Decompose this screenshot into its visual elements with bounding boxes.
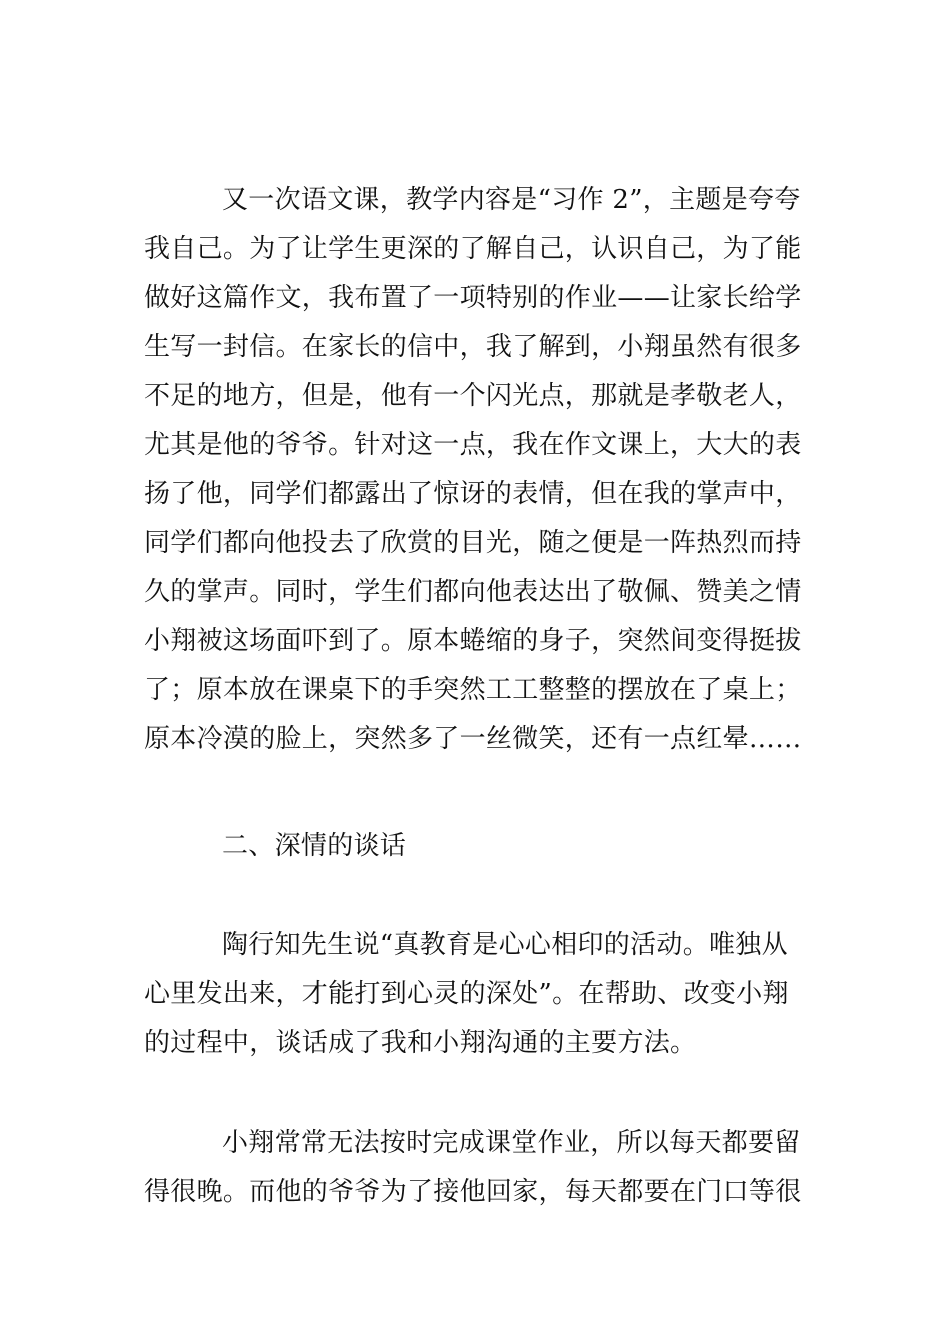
paragraph-line: 又一次语文课，教学内容是“习作 2”，主题是夸夸 xyxy=(222,185,801,215)
paragraph-line: 了；原本放在课桌下的手突然工工整整的摆放在了桌上； xyxy=(144,675,802,705)
paragraph-line: 小翔被这场面吓到了。原本蜷缩的身子，突然间变得挺拔 xyxy=(144,626,802,656)
paragraph-line: 同学们都向他投去了欣赏的目光，随之便是一阵热烈而持 xyxy=(144,528,802,558)
paragraph-line: 心里发出来，才能打到心灵的深处”。在帮助、改变小翔 xyxy=(144,979,789,1009)
paragraph-line: 扬了他，同学们都露出了惊讶的表情，但在我的掌声中， xyxy=(144,479,802,509)
paragraph-line: 不足的地方，但是，他有一个闪光点，那就是孝敬老人， xyxy=(144,381,802,411)
paragraph-line: 的过程中，谈话成了我和小翔沟通的主要方法。 xyxy=(144,1028,697,1058)
paragraph-line: 原本冷漠的脸上，突然多了一丝微笑，还有一点红晕…… xyxy=(144,724,802,754)
paragraph-line: 小翔常常无法按时完成课堂作业，所以每天都要留 xyxy=(222,1128,801,1158)
paragraph-line: 尤其是他的爷爷。针对这一点，我在作文课上，大大的表 xyxy=(144,430,802,460)
section-heading: 二、深情的谈话 xyxy=(222,831,407,861)
paragraph-line: 我自己。为了让学生更深的了解自己，认识自己，为了能 xyxy=(144,234,802,264)
paragraph-line: 久的掌声。同时，学生们都向他表达出了敬佩、赞美之情 xyxy=(144,577,802,607)
paragraph-line: 陶行知先生说“真教育是心心相印的活动。唯独从 xyxy=(222,930,788,960)
paragraph-line: 做好这篇作文，我布置了一项特别的作业——让家长给学 xyxy=(144,283,802,313)
paragraph-line: 得很晚。而他的爷爷为了接他回家，每天都要在门口等很 xyxy=(144,1177,802,1207)
paragraph-line: 生写一封信。在家长的信中，我了解到，小翔虽然有很多 xyxy=(144,332,802,362)
